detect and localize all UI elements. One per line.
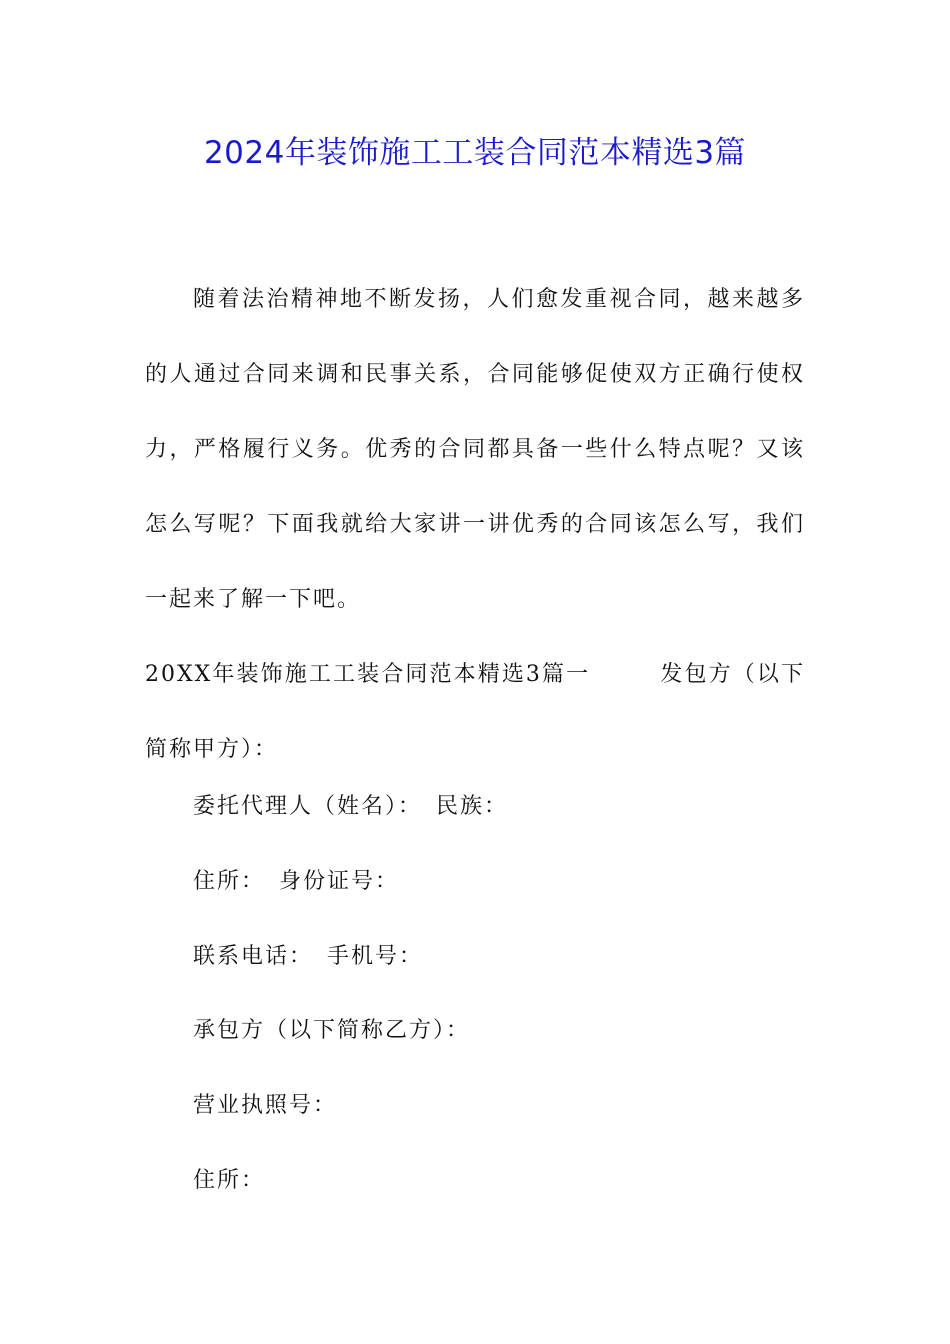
field-extra: 民族： xyxy=(436,794,509,819)
field-line-phone xyxy=(193,937,423,977)
field-line-license xyxy=(193,1086,337,1126)
field-label: 委托代理人（姓名）： xyxy=(193,794,423,819)
field-line-contractor xyxy=(193,1011,470,1051)
field-label: 承包方（以下简称乙方）： xyxy=(193,1018,471,1043)
section-paragraph xyxy=(145,637,805,787)
field-extra: 手机号： xyxy=(327,944,424,969)
field-label: 联系电话： xyxy=(193,944,314,969)
field-label: 住所： xyxy=(193,1168,266,1193)
document-title: 2024年装饰施工工装合同范本精选3篇 xyxy=(203,135,747,171)
field-label: 住所： xyxy=(193,869,266,894)
section-heading: 20XX年装饰施工工装合同范本精选3篇一 xyxy=(145,662,591,687)
field-line-address-2 xyxy=(193,1161,265,1201)
field-line-agent xyxy=(193,787,508,827)
section-text: 发包方（以下简称甲方）： xyxy=(145,662,805,762)
intro-paragraph: 随着法治精神地不断发扬，人们愈发重视合同，越来越多的人通过合同来调和民事关系，合同能够促使双方正确行使权力，严格履行义务。优秀的合同都具备一些什么特点呢？又该怎么写呢？下面我就给大家讲一讲优秀的合同该怎么写，我们一起来了解一下吧。 xyxy=(145,287,805,612)
field-extra: 身份证号： xyxy=(279,869,400,894)
field-line-address xyxy=(193,862,399,902)
field-label: 营业执照号： xyxy=(193,1093,338,1118)
